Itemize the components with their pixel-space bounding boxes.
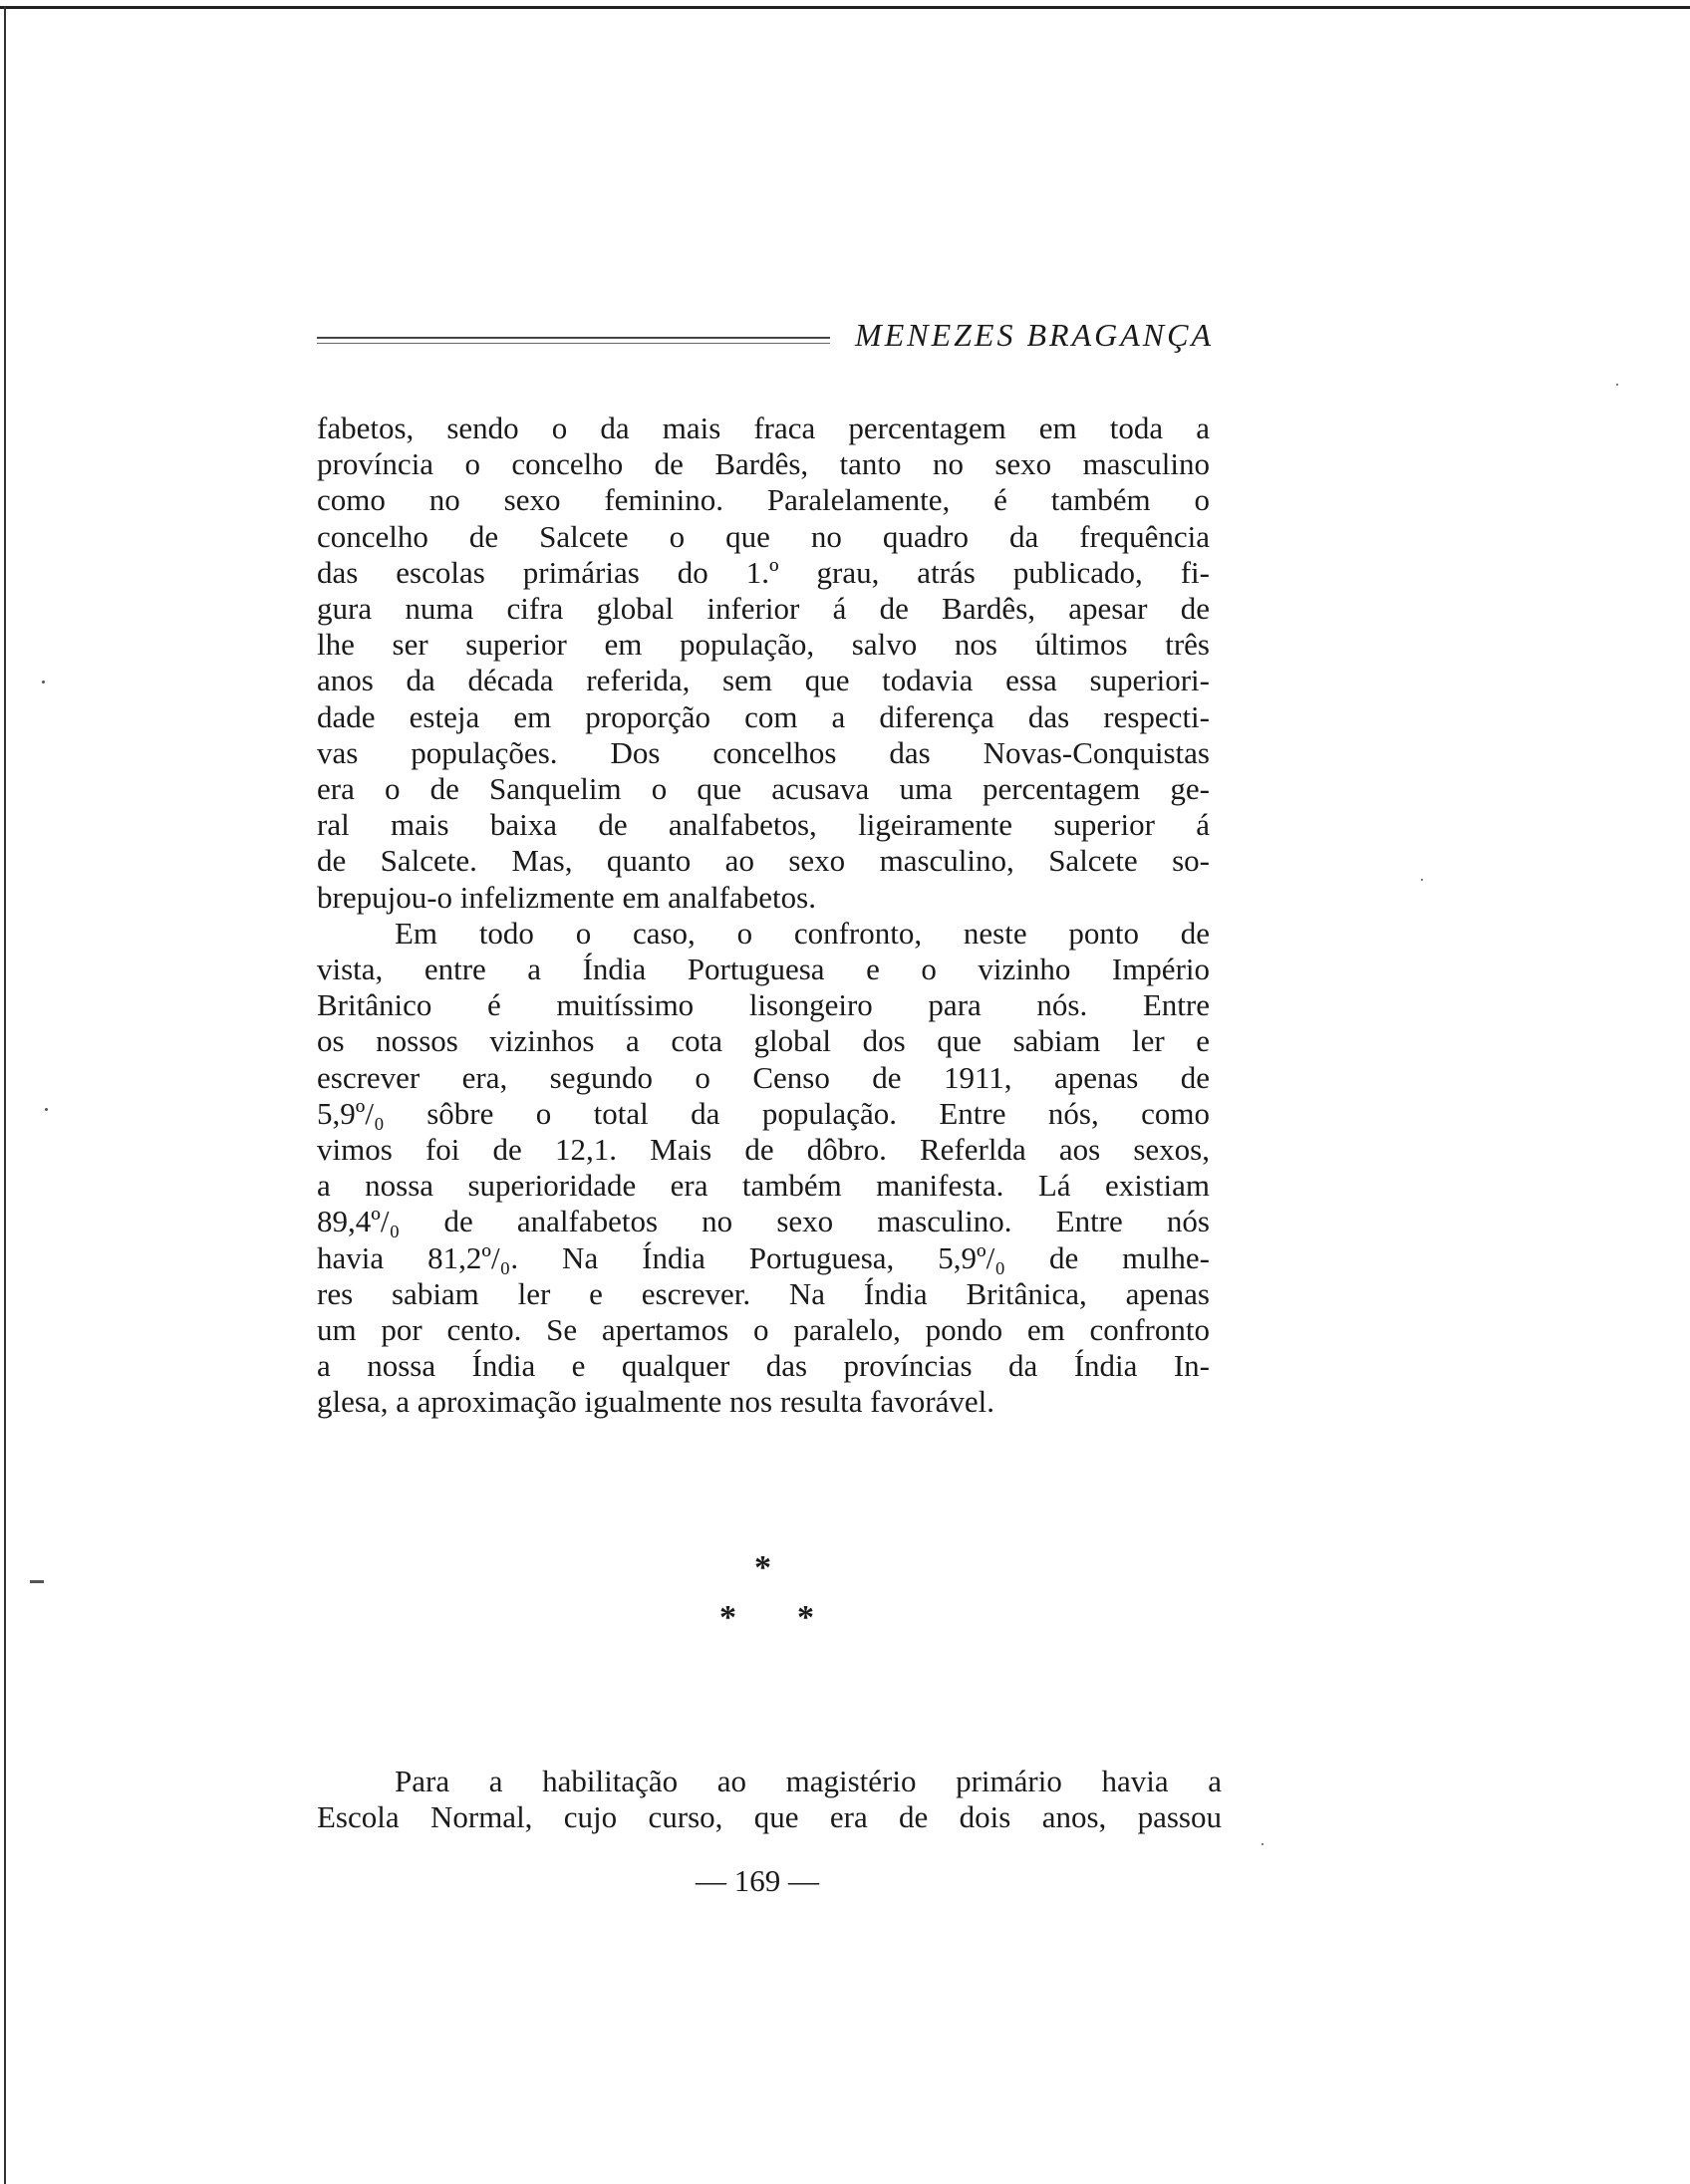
scan-edge-top: [0, 6, 1690, 9]
text-line: dade esteja em proporção com a diferença das respecti-: [317, 698, 1210, 734]
text-line: vimos foi de 12,1. Mais de dôbro. Referlda aos sexos,: [317, 1132, 1210, 1168]
text-line: 5,9º/₀ sôbre o total da população. Entre nós, como: [317, 1095, 1210, 1131]
scan-speck: [1262, 1843, 1264, 1845]
text-line: ral mais baixa de analfabetos, ligeiramente superior á: [317, 807, 1210, 843]
section-divider-asterism: [698, 1549, 837, 1649]
text-line: Para a habilitação ao magistério primário havia a: [395, 1764, 1222, 1798]
text-line: como no sexo feminino. Paralelamente, é também o: [317, 482, 1210, 518]
text-line: 89,4º/₀ de analfabetos no sexo masculino. Entre nós: [317, 1204, 1210, 1239]
paragraph: [317, 916, 1210, 1421]
text-line: de Salcete. Mas, quanto ao sexo masculino, Salcete so-: [317, 843, 1210, 879]
text-line: a nossa Índia e qualquer das províncias da Índia In-: [317, 1348, 1210, 1384]
closing-text: [317, 1764, 1222, 1835]
text-line: província o concelho de Bardês, tanto no sexo masculino: [317, 446, 1210, 482]
scan-speck: [45, 1108, 48, 1111]
header-rule: [317, 337, 830, 339]
text-line: vista, entre a Índia Portuguesa e o vizinho Império: [317, 952, 1210, 987]
text-line: era o de Sanquelim o que acusava uma percentagem ge-: [317, 771, 1210, 807]
text-line: lhe ser superior em população, salvo nos últimos três: [317, 627, 1210, 663]
scan-speck: [30, 1580, 44, 1583]
text-line: Escola Normal, cujo curso, que era de dois anos, passou: [317, 1799, 1222, 1835]
text-line: vas populações. Dos concelhos das Novas-Conquistas: [317, 734, 1210, 770]
text-line: os nossos vizinhos a cota global dos que sabiam ler e: [317, 1023, 1210, 1059]
page-header: [317, 317, 1214, 357]
asterisk-mark: *: [797, 1599, 814, 1636]
text-line: concelho de Salcete o que no quadro da frequência: [317, 518, 1210, 554]
text-line: glesa, a aproximação igualmente nos resulta favorável.: [317, 1384, 995, 1420]
running-head: MENEZES BRAGANÇA: [855, 317, 1214, 353]
paragraph: [317, 410, 1210, 916]
text-line: brepujou-o infelizmente em analfabetos.: [317, 879, 816, 915]
scan-edge-left: [4, 6, 6, 2184]
asterisk-mark: *: [754, 1549, 771, 1586]
main-text: [317, 410, 1210, 1421]
header-rule-secondary: [317, 343, 830, 344]
text-line: um por cento. Se apertamos o paralelo, pondo em confronto: [317, 1312, 1210, 1348]
text-line: Em todo o caso, o confronto, neste ponto de: [395, 915, 1210, 951]
text-line: anos da década referida, sem que todavia essa superiori-: [317, 663, 1210, 698]
text-line: fabetos, sendo o da mais fraca percentagem em toda a: [317, 410, 1210, 445]
text-line: gura numa cifra global inferior á de Bardês, apesar de: [317, 591, 1210, 627]
text-line: havia 81,2º/₀. Na Índia Portuguesa, 5,9º/₀ de mulhe-: [317, 1239, 1210, 1275]
text-line: a nossa superioridade era também manifesta. Lá existiam: [317, 1168, 1210, 1204]
page-number: — 169 —: [696, 1863, 819, 1898]
text-line: Britânico é muitíssimo lisongeiro para nós. Entre: [317, 987, 1210, 1023]
scan-speck: [42, 681, 45, 683]
scan-speck: [1616, 384, 1618, 386]
text-line: res sabiam ler e escrever. Na Índia Britânica, apenas: [317, 1275, 1210, 1311]
text-line: das escolas primárias do 1.º grau, atrás publicado, fi-: [317, 554, 1210, 590]
text-line: escrever era, segundo o Censo de 1911, apenas de: [317, 1059, 1210, 1095]
asterisk-mark: *: [719, 1599, 736, 1636]
scan-speck: [1421, 879, 1423, 881]
